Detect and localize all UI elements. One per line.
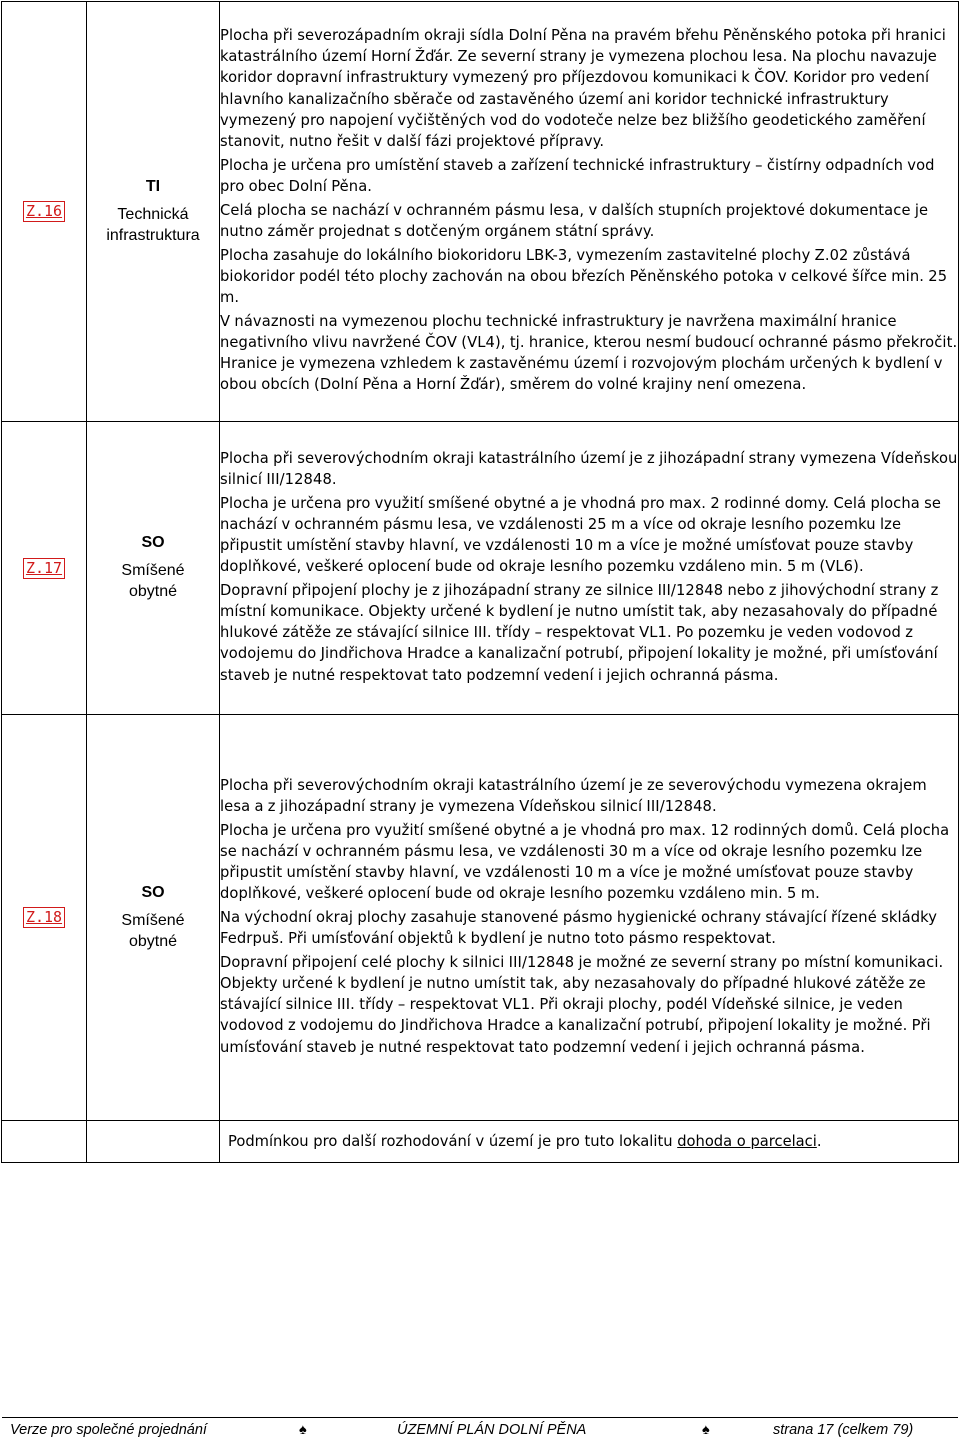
zone-description-cell <box>220 2 959 422</box>
category-name-line-1: Smíšené <box>121 562 185 579</box>
page-footer <box>2 1417 958 1442</box>
parcelation-agreement-link[interactable]: dohoda o parcelaci <box>677 1133 817 1150</box>
zone-paragraph: Plocha při severozápadním okraji sídla Dolní Pěna na pravém břehu Pěněnského potoka při hranici katastrálního území Horní Žďár. Ze severní strany je vymezena plochou lesa. Na plochu navazuje koridor dopravní infrastruktury vymezený pro příjezdovou komunikaci k ČOV. Koridor pro vedení hlavního kanalizačního sběrače od zastavěného území ani koridor technické infrastruktury vymezený pro napojení vyčištěných vod do vodoteče nelze bez bližšího geodetického zaměření stanovit, nutno řešit v další fázi projektové přípravy. <box>220 27 946 151</box>
zone-id-cell <box>2 2 87 422</box>
category-code: SO <box>141 534 165 551</box>
zone-paragraph: Na východní okraj plochy zasahuje stanovené pásmo hygienické ochrany stávající řízené skládky Fedrpuš. Při umísťování objektů k bydlení je nutno toto pásmo respektovat. <box>220 908 938 948</box>
zone-paragraph: Plocha je určena pro využití smíšené obytné a je vhodná pro max. 2 rodinné domy. Celá plocha se nachází v ochranném pásmu lesa, ve vzdálenosti 25 m a více od okraje lesního pozemku lze připustit umístění stavby hlavní, ve vzdálenosti 10 m a více je možné umísťovat pouze stavby doplňkové, veškeré oplocení bude od okraje lesního pozemku vzdáleno min. 5 m (VL6). <box>220 494 942 576</box>
category-name-line-2: infrastruktura <box>106 226 200 244</box>
zones-table <box>1 1 959 1163</box>
zone-description-cell <box>220 715 959 1121</box>
spade-icon: ♠ <box>299 1422 307 1438</box>
zone-row <box>2 422 959 715</box>
zone-row <box>2 2 959 422</box>
footer-page-number: strana 17 (celkem 79) <box>773 1422 914 1438</box>
zone-category-cell <box>87 2 220 422</box>
category-name-line-2: obytné <box>128 583 178 600</box>
zone-paragraph: Plocha je určena pro využití smíšené obytné a je vhodná pro max. 12 rodinných domů. Celá plocha se nachází v ochranném pásmu lesa, ve vzdálenosti 30 m a více od okraje lesního pozemku lze připustit umístění stavby hlavní, ve vzdálenosti 10 m a více je možné umísťovat pouze stavby doplňkové, veškeré oplocení bude od okraje lesního pozemku vzdáleno min. 5 m. <box>220 821 950 903</box>
empty-cell <box>2 1121 87 1163</box>
zone-id[interactable]: Z.18 <box>23 907 65 928</box>
zone-row <box>2 715 959 1121</box>
zone-paragraph: Plocha je určena pro umístění staveb a zařízení technické infrastruktury – čistírny odpadních vod pro obec Dolní Pěna. <box>220 156 935 195</box>
footer-version: Verze pro společné projednání <box>10 1422 207 1438</box>
zone-paragraph: Dopravní připojení celé plochy k silnici III/12848 je možné ze severní strany po místní komunikaci. Objekty určené k bydlení je nutno umístit tak, aby nezasahovaly do případné hlukové zátěže ze stávající silnice III. třídy – respektovat VL1. Při okraji plochy, podél Vídeňské silnice, je veden vodovod z vodojemu do Jindřichova Hradce a kanalizační potrubí, připojení lokality je možné. Při umísťování staveb je nutné respektovat tato podzemní vedení i jejich ochranná pásma. <box>220 953 944 1056</box>
spade-icon: ♠ <box>702 1422 710 1438</box>
footer-document-title: ÚZEMNÍ PLÁN DOLNÍ PĚNA <box>397 1422 587 1438</box>
zone-description-cell <box>220 422 959 715</box>
category-code: TI <box>145 177 161 195</box>
zone-category-cell <box>87 422 220 715</box>
zone-paragraph: V návaznosti na vymezenou plochu technické infrastruktury je navržena maximální hranice negativního vlivu navržené ČOV (VL4), tj. hranice, kterou nesmí budoucí ochranné pásmo překročit. Hranice je vymezena vzhledem k zastavěnému území i rozvojovým plochám určených k bydlení v obou obcích (Dolní Pěna a Horní Žďár), směrem do volné krajiny není omezena. <box>220 312 958 394</box>
zone-paragraph: Plocha při severovýchodním okraji katastrálního území je ze severovýchodu vymezena okrajem lesa a z jihozápadní strany je vymezena Vídeňskou silnicí III/12848. <box>220 776 927 815</box>
zone-id-cell <box>2 715 87 1121</box>
zone-id[interactable]: Z.17 <box>23 558 65 579</box>
category-name-line-1: Technická <box>117 205 189 223</box>
zone-category-cell <box>87 715 220 1121</box>
zone-paragraph: Dopravní připojení plochy je z jihozápadní strany ze silnice III/12848 nebo z jihovýchodní strany z místní komunikace. Objekty určené k bydlení je nutno umístit tak, aby nezasahovaly do případné hlukové zátěže ze stávající silnice III. třídy – respektovat VL1. Po pozemku je veden vodovod z vodojemu do Jindřichova Hradce a kanalizační potrubí, připojení lokality je možné, při umísťování staveb je nutné respektovat tato podzemní vedení i jejich ochranná pásma. <box>220 581 939 684</box>
category-code: SO <box>141 883 165 901</box>
condition-period: . <box>816 1133 822 1150</box>
zone-paragraph: Plocha zasahuje do lokálního biokoridoru LBK-3, vymezením zastavitelné plochy Z.02 zůstává biokoridor podél této plochy zachován na obou březích Pěněnského potoka v celkové šířce min. 25 m. <box>220 246 948 306</box>
category-name-line-1: Smíšené <box>121 911 185 929</box>
condition-row <box>2 1121 959 1163</box>
condition-text: Podmínkou pro další rozhodování v území je pro tuto lokalitu <box>228 1133 678 1150</box>
zone-id-cell <box>2 422 87 715</box>
condition-cell <box>220 1121 959 1163</box>
zone-paragraph: Celá plocha se nachází v ochranném pásmu lesa, v dalších stupních projektové dokumentace je nutno záměr projednat s dotčeným orgánem státní správy. <box>220 201 929 240</box>
zone-paragraph: Plocha při severovýchodním okraji katastrálního území je z jihozápadní strany vymezena Vídeňskou silnicí III/12848. <box>220 449 958 488</box>
empty-cell <box>87 1121 220 1163</box>
category-name-line-2: obytné <box>128 932 178 950</box>
zone-id[interactable]: Z.16 <box>23 201 65 222</box>
